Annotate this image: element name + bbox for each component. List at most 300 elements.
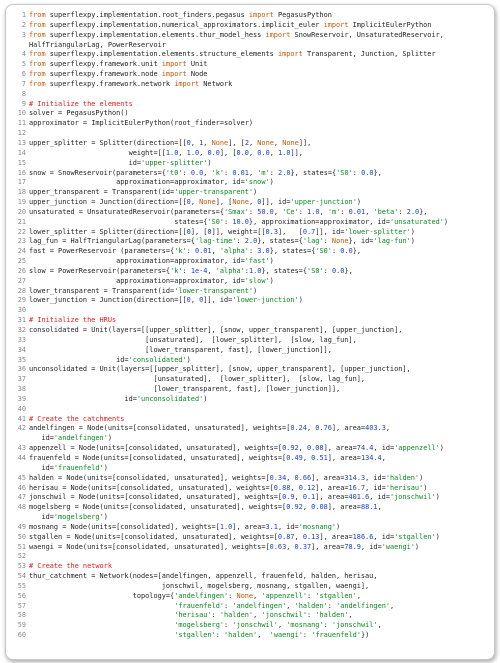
code-text (29, 31, 494, 41)
string-token: 'consolidated' (128, 355, 187, 364)
code-text (29, 267, 494, 277)
code-token: mogelsberg = Node(units=[consolidated, unsaturated], weights=[ (29, 503, 287, 512)
code-token: }, id= (348, 237, 374, 246)
code-token: solver = PegasusPython() (29, 109, 129, 118)
keyword-token: import (277, 50, 303, 59)
code-token: , (302, 503, 312, 512)
code-token: approximator = ImplicitEulerPython(root_finder=solver) (29, 119, 254, 128)
line-number: 15 (17, 158, 26, 167)
line-number: 6 (21, 70, 26, 79)
code-token: ) (439, 444, 444, 453)
code-token: SnowReservoir, UnsaturatedReservoir, (290, 30, 444, 39)
line-number: 25 (17, 257, 26, 266)
code-token: , id= (360, 542, 382, 551)
code-token: ) (419, 473, 424, 482)
line-number: 58 (17, 611, 26, 620)
code-token: , (190, 296, 200, 305)
line-number: 24 (17, 247, 26, 256)
code-token: , (248, 168, 258, 177)
code-token: }) (360, 631, 370, 640)
code-token: : (298, 207, 308, 216)
code-line (6, 41, 494, 51)
number-token: 88.1 (360, 503, 378, 512)
code-token: , (190, 198, 200, 207)
line-number: 44 (17, 453, 26, 462)
keyword-token: None (282, 138, 299, 147)
keyword-token: from (29, 30, 46, 39)
code-text (29, 198, 494, 208)
code-text (29, 621, 494, 631)
code-line (6, 149, 494, 159)
string-token: 'lower-junction' (232, 296, 299, 305)
line-number: 13 (17, 138, 26, 147)
code-token: upper_splitter = Splitter(direction=[[ (29, 138, 187, 147)
string-token: 'lag' (302, 237, 324, 246)
code-token: , (390, 601, 395, 610)
code-line (6, 572, 494, 582)
number-token: 0.0 (207, 148, 220, 157)
code-text (29, 493, 494, 503)
code-token: : (323, 266, 332, 275)
code-text (29, 474, 494, 484)
code-token (29, 602, 174, 610)
string-token: 'beta' (373, 207, 399, 216)
code-text (29, 277, 494, 287)
number-token: 0.01 (348, 207, 366, 216)
keyword-token: from (29, 79, 46, 88)
number-token: 0.92 (286, 503, 303, 512)
code-token: [lower_transparent, fast], [lower_junction]], (29, 385, 341, 394)
code-line (6, 90, 494, 100)
code-token: : (398, 207, 407, 216)
code-token: ) (414, 542, 420, 551)
number-token: 0.88 (273, 483, 291, 492)
code-token: , (248, 138, 258, 147)
code-text (29, 228, 494, 238)
code-token: ) (336, 522, 341, 531)
number-token: 0.0 (236, 148, 249, 157)
code-token: , id= (365, 483, 386, 492)
keyword-token: from (29, 11, 46, 19)
string-token: 'snow' (244, 178, 270, 187)
keyword-token: from (29, 50, 46, 59)
code-line (6, 444, 494, 454)
number-token: 1.0 (307, 207, 320, 216)
code-token: , (294, 532, 303, 541)
code-token: lag_fun = HalfTriangularLag(parameters={ (29, 237, 195, 246)
code-token: : (248, 207, 258, 216)
code-text (29, 257, 494, 267)
code-text (29, 247, 494, 257)
code-token: }, approximation=approximator, id= (248, 217, 390, 226)
code-token: ], area= (315, 483, 349, 492)
line-number: 37 (17, 375, 26, 384)
code-token: , (356, 591, 361, 600)
code-text (29, 464, 494, 474)
code-line (6, 287, 494, 297)
line-number: 18 (17, 188, 26, 197)
string-token: 'lower-splitter' (344, 227, 411, 236)
code-text (29, 395, 494, 405)
code-token: , (319, 207, 328, 216)
string-token: 'slow' (244, 276, 270, 285)
string-token: 'waengi' (269, 631, 303, 640)
number-token: 1.0 (278, 148, 291, 157)
line-number: 46 (17, 483, 26, 492)
number-token: 2.0 (406, 207, 420, 216)
number-token: 0.9 (282, 493, 295, 502)
number-token: 0.0 (331, 266, 345, 275)
code-text (29, 80, 494, 90)
number-token: 0 (186, 138, 191, 147)
number-token: 74.4 (356, 444, 374, 453)
code-text (29, 336, 494, 346)
string-token: 'upper-transparent' (174, 188, 254, 197)
line-number: 17 (17, 178, 26, 187)
code-token: Unit (186, 60, 208, 69)
code-token: : (211, 611, 220, 620)
code-line (6, 424, 494, 434)
code-text (29, 444, 494, 454)
code-token: superflexpy.framework.node (45, 70, 162, 79)
code-text (29, 178, 494, 188)
code-token: , id= (365, 473, 386, 482)
code-token: id= (29, 434, 54, 443)
code-token (29, 621, 174, 629)
code-token: [unsaturated], [lower_splitter], [slow, lag_fun], (29, 335, 357, 344)
number-token: 0.51 (311, 453, 328, 462)
code-token: , (290, 483, 299, 492)
string-token: 'frauenfeld' (311, 631, 361, 640)
code-token: ) (443, 217, 449, 226)
code-token: ) (423, 483, 428, 492)
code-token: ) (103, 513, 108, 522)
code-token: , id= (369, 493, 390, 502)
code-line (6, 434, 494, 444)
code-text (29, 602, 494, 612)
code-token: , (207, 266, 216, 275)
code-line (6, 257, 494, 267)
code-token: ) (207, 158, 212, 167)
code-token: , (211, 247, 220, 256)
line-number: 7 (21, 79, 26, 88)
code-token: : (352, 168, 362, 177)
number-token: 134.4 (360, 453, 382, 462)
code-text (29, 119, 494, 129)
code-line (6, 100, 494, 110)
keyword-token: import (174, 79, 200, 88)
line-number: 14 (17, 148, 26, 157)
code-line (6, 395, 494, 405)
string-token: 'upper-splitter' (141, 158, 208, 167)
number-token: 0.3 (265, 227, 278, 236)
code-token: }, states={ (290, 168, 337, 177)
line-number: 4 (21, 50, 26, 59)
code-line (6, 552, 494, 562)
code-token: , (253, 611, 262, 620)
code-token: ImplicitEulerPython (348, 20, 432, 29)
code-token: , (257, 631, 270, 640)
line-number: 16 (17, 168, 26, 177)
code-token: , (306, 424, 316, 433)
string-token: 'lag-fun' (373, 237, 411, 246)
code-token: jonschwil, mogelsberg, mosnang, stgallen, waengi], (29, 581, 370, 590)
code-text (29, 90, 494, 100)
code-token: : (323, 621, 332, 630)
code-text (29, 375, 494, 385)
line-number: 49 (17, 522, 26, 531)
code-token: ) (253, 286, 258, 295)
code-token: lower_junction = Junction(direction=[[ (29, 296, 187, 305)
code-token: , (273, 207, 283, 216)
number-token: 1.0 (186, 148, 200, 157)
code-token: ) (435, 532, 440, 541)
code-line (6, 21, 494, 31)
code-text (29, 533, 494, 543)
code-token (29, 611, 174, 619)
string-token: 'alpha' (219, 247, 249, 256)
line-number: 59 (17, 621, 26, 630)
string-token: 'appenzell' (261, 591, 308, 600)
code-token: lower_splitter = Splitter(direction=[[ (29, 227, 187, 236)
code-token: : (224, 621, 233, 630)
keyword-token: None (199, 198, 216, 207)
string-token: 'S0' (207, 217, 224, 226)
code-token: , (273, 138, 283, 147)
number-token: 2.0 (278, 168, 291, 177)
code-token: , (199, 148, 208, 157)
number-token: 78.9 (344, 542, 361, 551)
code-line (6, 159, 494, 169)
keyword-token: from (29, 60, 46, 69)
code-token: [unsaturated], [lower_splitter], [slow, lag_fun], (29, 375, 366, 384)
code-line (6, 346, 494, 356)
code-text (29, 41, 494, 51)
string-token: 'mogelsberg' (174, 621, 224, 630)
string-token: 'S0' (315, 247, 332, 256)
code-text (29, 582, 494, 592)
code-token: , (248, 198, 258, 207)
code-token: ], area= (319, 532, 353, 541)
code-token: }, states={ (269, 247, 316, 256)
number-token: 0.76 (315, 424, 332, 433)
code-token: ]], id= (315, 227, 345, 236)
code-token: ) (435, 493, 440, 502)
code-token: }, (373, 168, 382, 177)
code-text (29, 326, 494, 336)
code-token: ], area= (331, 424, 366, 433)
code-token: fast = PowerReservoir (parameters={ (29, 247, 175, 256)
line-number: 45 (17, 473, 26, 482)
code-token: superflexpy.implementation.root_finders.pegasus (45, 11, 249, 19)
code-token: : (244, 266, 249, 275)
string-token: 'm' (257, 168, 270, 177)
code-token: lower_transparent = Transparent(id= (29, 286, 175, 295)
code-token: id= (29, 394, 137, 403)
code-text (29, 159, 494, 169)
code-line (6, 228, 494, 238)
keyword-token: import (265, 30, 291, 39)
code-token: : (224, 168, 233, 177)
code-token: , (365, 207, 374, 216)
code-token: : (215, 631, 225, 640)
code-token: id= (29, 158, 142, 167)
code-text (29, 356, 494, 366)
code-token: , (269, 148, 279, 157)
number-token: 403.3 (365, 424, 386, 433)
line-number: 23 (17, 237, 26, 246)
code-token: ]], id= (261, 198, 291, 207)
code-token: halden = Node(units=[consolidated, unsaturated], weights=[ (29, 473, 270, 482)
code-token: , id= (373, 444, 395, 453)
keyword-token: None (236, 591, 254, 600)
code-token: upper_junction = Junction(direction=[[ (29, 198, 187, 207)
line-number: 39 (17, 394, 26, 403)
code-text (29, 149, 494, 159)
code-token: frauenfeld = Node(units=[consolidated, unsaturated], weights=[ (29, 453, 287, 462)
line-number (6, 464, 29, 474)
line-number: 3 (21, 30, 26, 39)
code-token: ], area= (315, 493, 349, 502)
number-token: 16.7 (348, 483, 366, 492)
number-token: 0.87 (277, 532, 295, 541)
number-token: 0 (207, 227, 212, 236)
code-line (6, 178, 494, 188)
string-token: 'mogelsberg' (53, 513, 104, 522)
comment-token: # Create the network (29, 562, 112, 571)
number-token: 401.6 (348, 493, 370, 502)
code-token: approximation=approximator, id= (29, 178, 245, 187)
code-line (6, 80, 494, 90)
string-token: 'jonschwil' (261, 611, 308, 620)
code-text (29, 484, 494, 494)
number-token: 0.7 (302, 227, 316, 236)
string-token: 'halden' (219, 611, 254, 620)
string-token: 'halden' (315, 611, 349, 620)
number-token: 0.08 (311, 503, 328, 512)
code-token: , (286, 473, 295, 482)
code-token: mosnang = Node(units=[consolidated], weights=[ (29, 522, 220, 531)
code-token: , (302, 453, 312, 462)
string-token: 'S0' (307, 266, 324, 275)
code-token: : (307, 611, 316, 620)
number-token: 0.49 (286, 453, 303, 462)
code-listing (6, 11, 494, 641)
line-number: 38 (17, 385, 26, 394)
string-token: 'halden' (224, 631, 258, 640)
number-token: 0.0 (361, 168, 374, 177)
code-token: Node (186, 70, 208, 79)
number-token: 0 (199, 296, 204, 305)
line-number: 29 (17, 296, 26, 305)
code-token: ) (269, 257, 274, 266)
line-number: 43 (17, 444, 26, 453)
code-line (6, 218, 494, 228)
code-text (29, 552, 494, 562)
code-token: ]], (298, 138, 312, 147)
string-token: 'frauenfeld' (53, 463, 104, 472)
code-line (6, 267, 494, 277)
code-token: , (253, 591, 262, 600)
line-number: 60 (17, 631, 26, 640)
code-text (29, 188, 494, 198)
line-number: 8 (21, 89, 26, 98)
code-line (6, 523, 494, 533)
line-number (6, 434, 29, 444)
number-token: 0.92 (282, 444, 299, 453)
line-number: 20 (17, 207, 26, 216)
code-token: Transparent, Junction, Splitter (302, 50, 436, 59)
string-token: 'k' (174, 247, 187, 256)
code-line (6, 139, 494, 149)
line-number: 2 (21, 20, 26, 29)
code-text (29, 454, 494, 464)
code-token: , (286, 542, 295, 551)
string-token: 'stgallen' (394, 532, 436, 541)
code-token: ) (356, 198, 362, 207)
code-token: superflexpy.implementation.elements.structure_elements (45, 50, 278, 59)
code-token: : (248, 247, 258, 256)
code-text (29, 296, 494, 306)
string-token: 'stgallen' (174, 631, 216, 640)
code-text (29, 287, 494, 297)
code-token: , (277, 621, 287, 630)
code-token: states={ (29, 217, 208, 226)
code-line (6, 296, 494, 306)
line-number: 28 (17, 286, 26, 295)
code-token: jonschwil = Node(units=[consolidated, unsaturated], weights=[ (29, 493, 283, 502)
code-text (29, 129, 494, 139)
number-token: 2.0 (244, 237, 258, 246)
code-line (6, 631, 494, 641)
code-token: ]], weight=[[ (211, 227, 266, 236)
keyword-token: None (331, 237, 349, 246)
number-token: 0.0 (257, 148, 270, 157)
string-token: 'upper-junction' (290, 198, 357, 207)
line-number (6, 41, 29, 51)
code-token: , (377, 621, 382, 630)
code-line (6, 326, 494, 336)
keyword-token: from (29, 20, 46, 29)
number-token: 1 (199, 138, 204, 147)
number-token: 0.0 (190, 168, 204, 177)
code-token: }, (352, 247, 362, 256)
string-token: 'lag-time' (194, 237, 237, 246)
code-token: }, states={ (257, 237, 303, 246)
code-line (6, 513, 494, 523)
code-token: waengi = Node(units=[consolidated, unsaturated], weights=[ (29, 542, 270, 551)
code-token: : (340, 207, 349, 216)
string-token: 'mosnang' (298, 522, 337, 531)
code-line (6, 592, 494, 602)
line-number: 21 (17, 217, 26, 226)
line-number: 22 (17, 227, 26, 236)
number-token: 314.3 (344, 473, 366, 482)
number-token: 0.37 (294, 542, 312, 551)
code-line (6, 582, 494, 592)
comment-token: # Create the catchments (29, 414, 125, 423)
code-text (29, 611, 494, 621)
number-token: 50.0 (257, 207, 274, 216)
code-token: andelfingen = Node(units=[consolidated, unsaturated], weights=[ (29, 424, 291, 433)
keyword-token: import (161, 70, 187, 79)
code-token: ], [ (190, 227, 208, 236)
code-token: ]], id= (203, 296, 233, 305)
keyword-token: None (257, 138, 274, 147)
code-token: , (298, 444, 307, 453)
line-number: 54 (17, 572, 26, 581)
number-token: 0.01 (194, 247, 212, 256)
